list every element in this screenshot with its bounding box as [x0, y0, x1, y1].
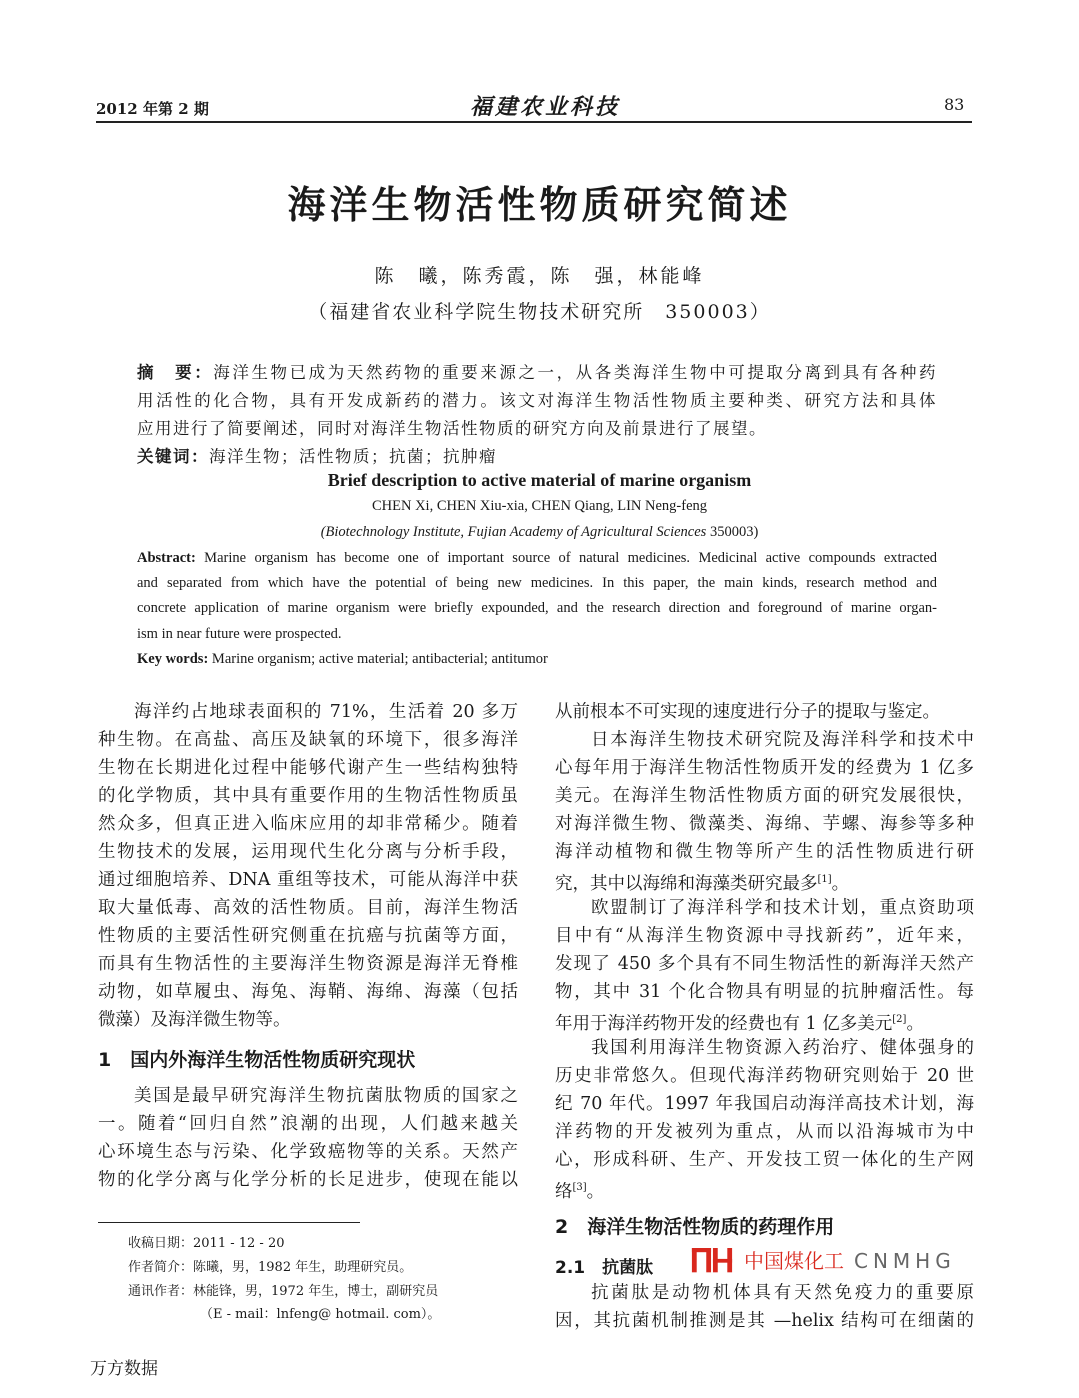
- watermark-logo-icon: [690, 1248, 734, 1274]
- citation-ref: [3]: [572, 1182, 587, 1193]
- abstract-cn-label: 摘 要：: [137, 363, 214, 382]
- body-line-text: 年用于海洋药物开发的经费也有 1 亿多美元: [555, 1013, 893, 1034]
- affiliation-en-institute: (Biotechnology Institute, Fujian Academy of Agricultural Sciences: [320, 524, 707, 540]
- abstract-en-line: Marine organism has become one of important source of natural medicines. Medicinal active compounds extracted: [195, 550, 937, 566]
- abstract-cn-line: 海洋生物已成为天然药物的重要来源之一，从各类海洋生物中可提取分离到具有各种药: [213, 363, 938, 382]
- page-title: 海洋生物活性物质研究简述: [287, 183, 792, 227]
- body-line: 纪 70 年代。1997 年我国启动海洋高技术计划，海: [555, 1094, 974, 1114]
- period: 。: [906, 1013, 924, 1034]
- body-line: 发现了 450 多个具有不同生物活性的新海洋天然产: [555, 954, 974, 974]
- abstract-en-label: Abstract:: [137, 550, 196, 566]
- affiliation-en: [0, 524, 1079, 541]
- body-line: 美元。在海洋生物活性物质方面的研究发展很快，: [555, 786, 974, 806]
- footnote-rule: [98, 1222, 360, 1223]
- body-line: 目中有“从海洋生物资源中寻找新药”，近年来，: [555, 926, 974, 946]
- body-line: 对海洋微生物、微藻类、海绵、芋螺、海参等多种: [555, 814, 974, 834]
- body-line: 动物，如草履虫、海兔、海鞘、海绵、海藻（包括: [98, 982, 518, 1002]
- citation-ref: [2]: [892, 1014, 907, 1025]
- abstract-cn-first-line: [137, 359, 937, 383]
- body-line: 我国利用海洋生物资源入药治疗、健体强身的: [591, 1038, 974, 1058]
- body-line: 心，形成科研、生产、开发技工贸一体化的生产网: [555, 1150, 974, 1170]
- body-line: 的化学物质，其中具有重要作用的生物活性物质虽: [98, 786, 518, 806]
- affiliation-en-code: 350003): [706, 524, 759, 540]
- footnote-received: 收稿日期：2011 - 12 - 20: [128, 1236, 285, 1251]
- abstract-cn-line: 应用进行了简要阐述，同时对海洋生物活性物质的研究方向及前景进行了展望。: [137, 419, 767, 438]
- body-line: 海洋动植物和微生物等所产生的活性物质进行研: [555, 842, 974, 862]
- body-line: 欧盟制订了海洋科学和技术计划，重点资助项: [591, 898, 974, 918]
- body-line: 物，其中 31 个化合物具有明显的抗肿瘤活性。每: [555, 982, 974, 1002]
- keywords-en-line: [137, 651, 937, 668]
- body-line: 性物质的主要活性研究侧重在抗癌与抗菌等方面，: [98, 926, 518, 946]
- body-line: 心每年用于海洋生物活性物质开发的经费为 1 亿多: [555, 758, 974, 778]
- title-en: Brief description to active material of marine organism: [327, 470, 752, 490]
- body-line: 种生物。在高盐、高压及缺氧的环境下，很多海洋: [98, 730, 518, 750]
- footnote-corresponding: 通讯作者：林能锋，男，1972 年生，博士，副研究员: [128, 1284, 439, 1299]
- keywords-en: Marine organism; active material; antibacterial; antitumor: [208, 651, 548, 667]
- page-number: 83: [944, 95, 965, 114]
- footnote-email: （E - mail：lnfeng@ hotmail. com）。: [200, 1307, 441, 1322]
- watermark: [690, 1246, 956, 1276]
- header-rule: [96, 121, 972, 123]
- section-heading-2-1: 2.1 抗菌肽: [555, 1258, 654, 1278]
- section-heading-1: 1 国内外海洋生物活性物质研究现状: [98, 1049, 416, 1071]
- body-line: [555, 868, 974, 892]
- body-line: 然众多，但真正进入临床应用的却非常稀少。随着: [98, 814, 518, 834]
- footer-source: 万方数据: [90, 1359, 158, 1379]
- body-line: 因，其抗菌机制推测是其 —helix 结构可在细菌的: [555, 1311, 974, 1331]
- keywords-cn-line: [137, 443, 937, 467]
- body-line: 抗菌肽是动物机体具有天然免疫力的重要原: [591, 1283, 974, 1303]
- citation-ref: [1]: [817, 874, 832, 885]
- body-line: 取大量低毒、高效的活性物质。目前，海洋生物活: [98, 898, 518, 918]
- body-line: 海洋约占地球表面积的 71%，生活着 20 多万: [134, 702, 518, 722]
- body-line: [555, 1176, 974, 1200]
- keywords-en-label: Key words:: [137, 651, 209, 667]
- body-line: 美国是最早研究海洋生物抗菌肽物质的国家之: [134, 1086, 518, 1106]
- watermark-en: CNMHG: [854, 1249, 956, 1273]
- body-line: 通过细胞培养、DNA 重组等技术，可能从海洋中获: [98, 870, 518, 890]
- abstract-en-line: ism in near future were prospected.: [137, 626, 342, 642]
- body-line: 物的化学分离与化学分析的长足进步，使现在能以: [98, 1170, 518, 1190]
- body-line: 心环境生态与污染、化学致癌物等的关系。天然产: [98, 1142, 518, 1162]
- body-line: 洋药物的开发被列为重点，从而以沿海城市为中: [555, 1122, 974, 1142]
- authors-cn: 陈 曦，陈秀霞，陈 强，林能峰: [374, 265, 705, 287]
- keywords-cn: 海洋生物；活性物质；抗菌；抗肿瘤: [209, 447, 497, 466]
- keywords-cn-label: 关键词：: [137, 447, 209, 466]
- abstract-en-first-line: [137, 550, 937, 567]
- body-line: [555, 1008, 974, 1032]
- journal-name: 福建农业科技: [470, 94, 621, 120]
- footnote-author: 作者简介：陈曦，男，1982 年生，助理研究员。: [128, 1260, 413, 1275]
- body-line: 生物在长期进化过程中能够代谢产生一些结构独特: [98, 758, 518, 778]
- body-line-text: 究，其中以海绵和海藻类研究最多: [555, 873, 818, 894]
- period: 。: [586, 1181, 605, 1202]
- watermark-cn: 中国煤化工: [744, 1249, 844, 1273]
- body-line: 历史非常悠久。但现代海洋药物研究则始于 20 世: [555, 1066, 974, 1086]
- body-line: 日本海洋生物技术研究院及海洋科学和技术中: [591, 730, 974, 750]
- affiliation-cn: （福建省农业科学院生物技术研究所 350003）: [308, 301, 771, 323]
- issue-label: 2012 年第 2 期: [96, 100, 209, 118]
- body-line: 从前根本不可实现的速度进行分子的提取与鉴定。: [555, 702, 940, 722]
- authors-en: CHEN Xi, CHEN Xiu-xia, CHEN Qiang, LIN Neng-feng: [371, 498, 708, 514]
- period: 。: [831, 873, 850, 894]
- section-heading-2: 2 海洋生物活性物质的药理作用: [555, 1216, 835, 1238]
- abstract-en-line: concrete application of marine organism were briefly expounded, and the research direction and foreground of marine organ-: [137, 600, 937, 616]
- abstract-en-line: and separated from which have the potential of being new medicines. In this paper, the main kinds, research method and: [137, 575, 937, 591]
- body-line: 一。随着“回归自然”浪潮的出现，人们越来越关: [98, 1114, 518, 1134]
- body-line: 生物技术的发展，运用现代生化分离与分析手段，: [98, 842, 518, 862]
- abstract-cn-line: 用活性的化合物，具有开发成新药的潜力。该文对海洋生物活性物质主要种类、研究方法和具体: [137, 391, 937, 410]
- body-line: 微藻）及海洋微生物等。: [98, 1010, 291, 1030]
- body-line-text: 络: [555, 1181, 573, 1202]
- body-line: 而具有生物活性的主要海洋生物资源是海洋无脊椎: [98, 954, 518, 974]
